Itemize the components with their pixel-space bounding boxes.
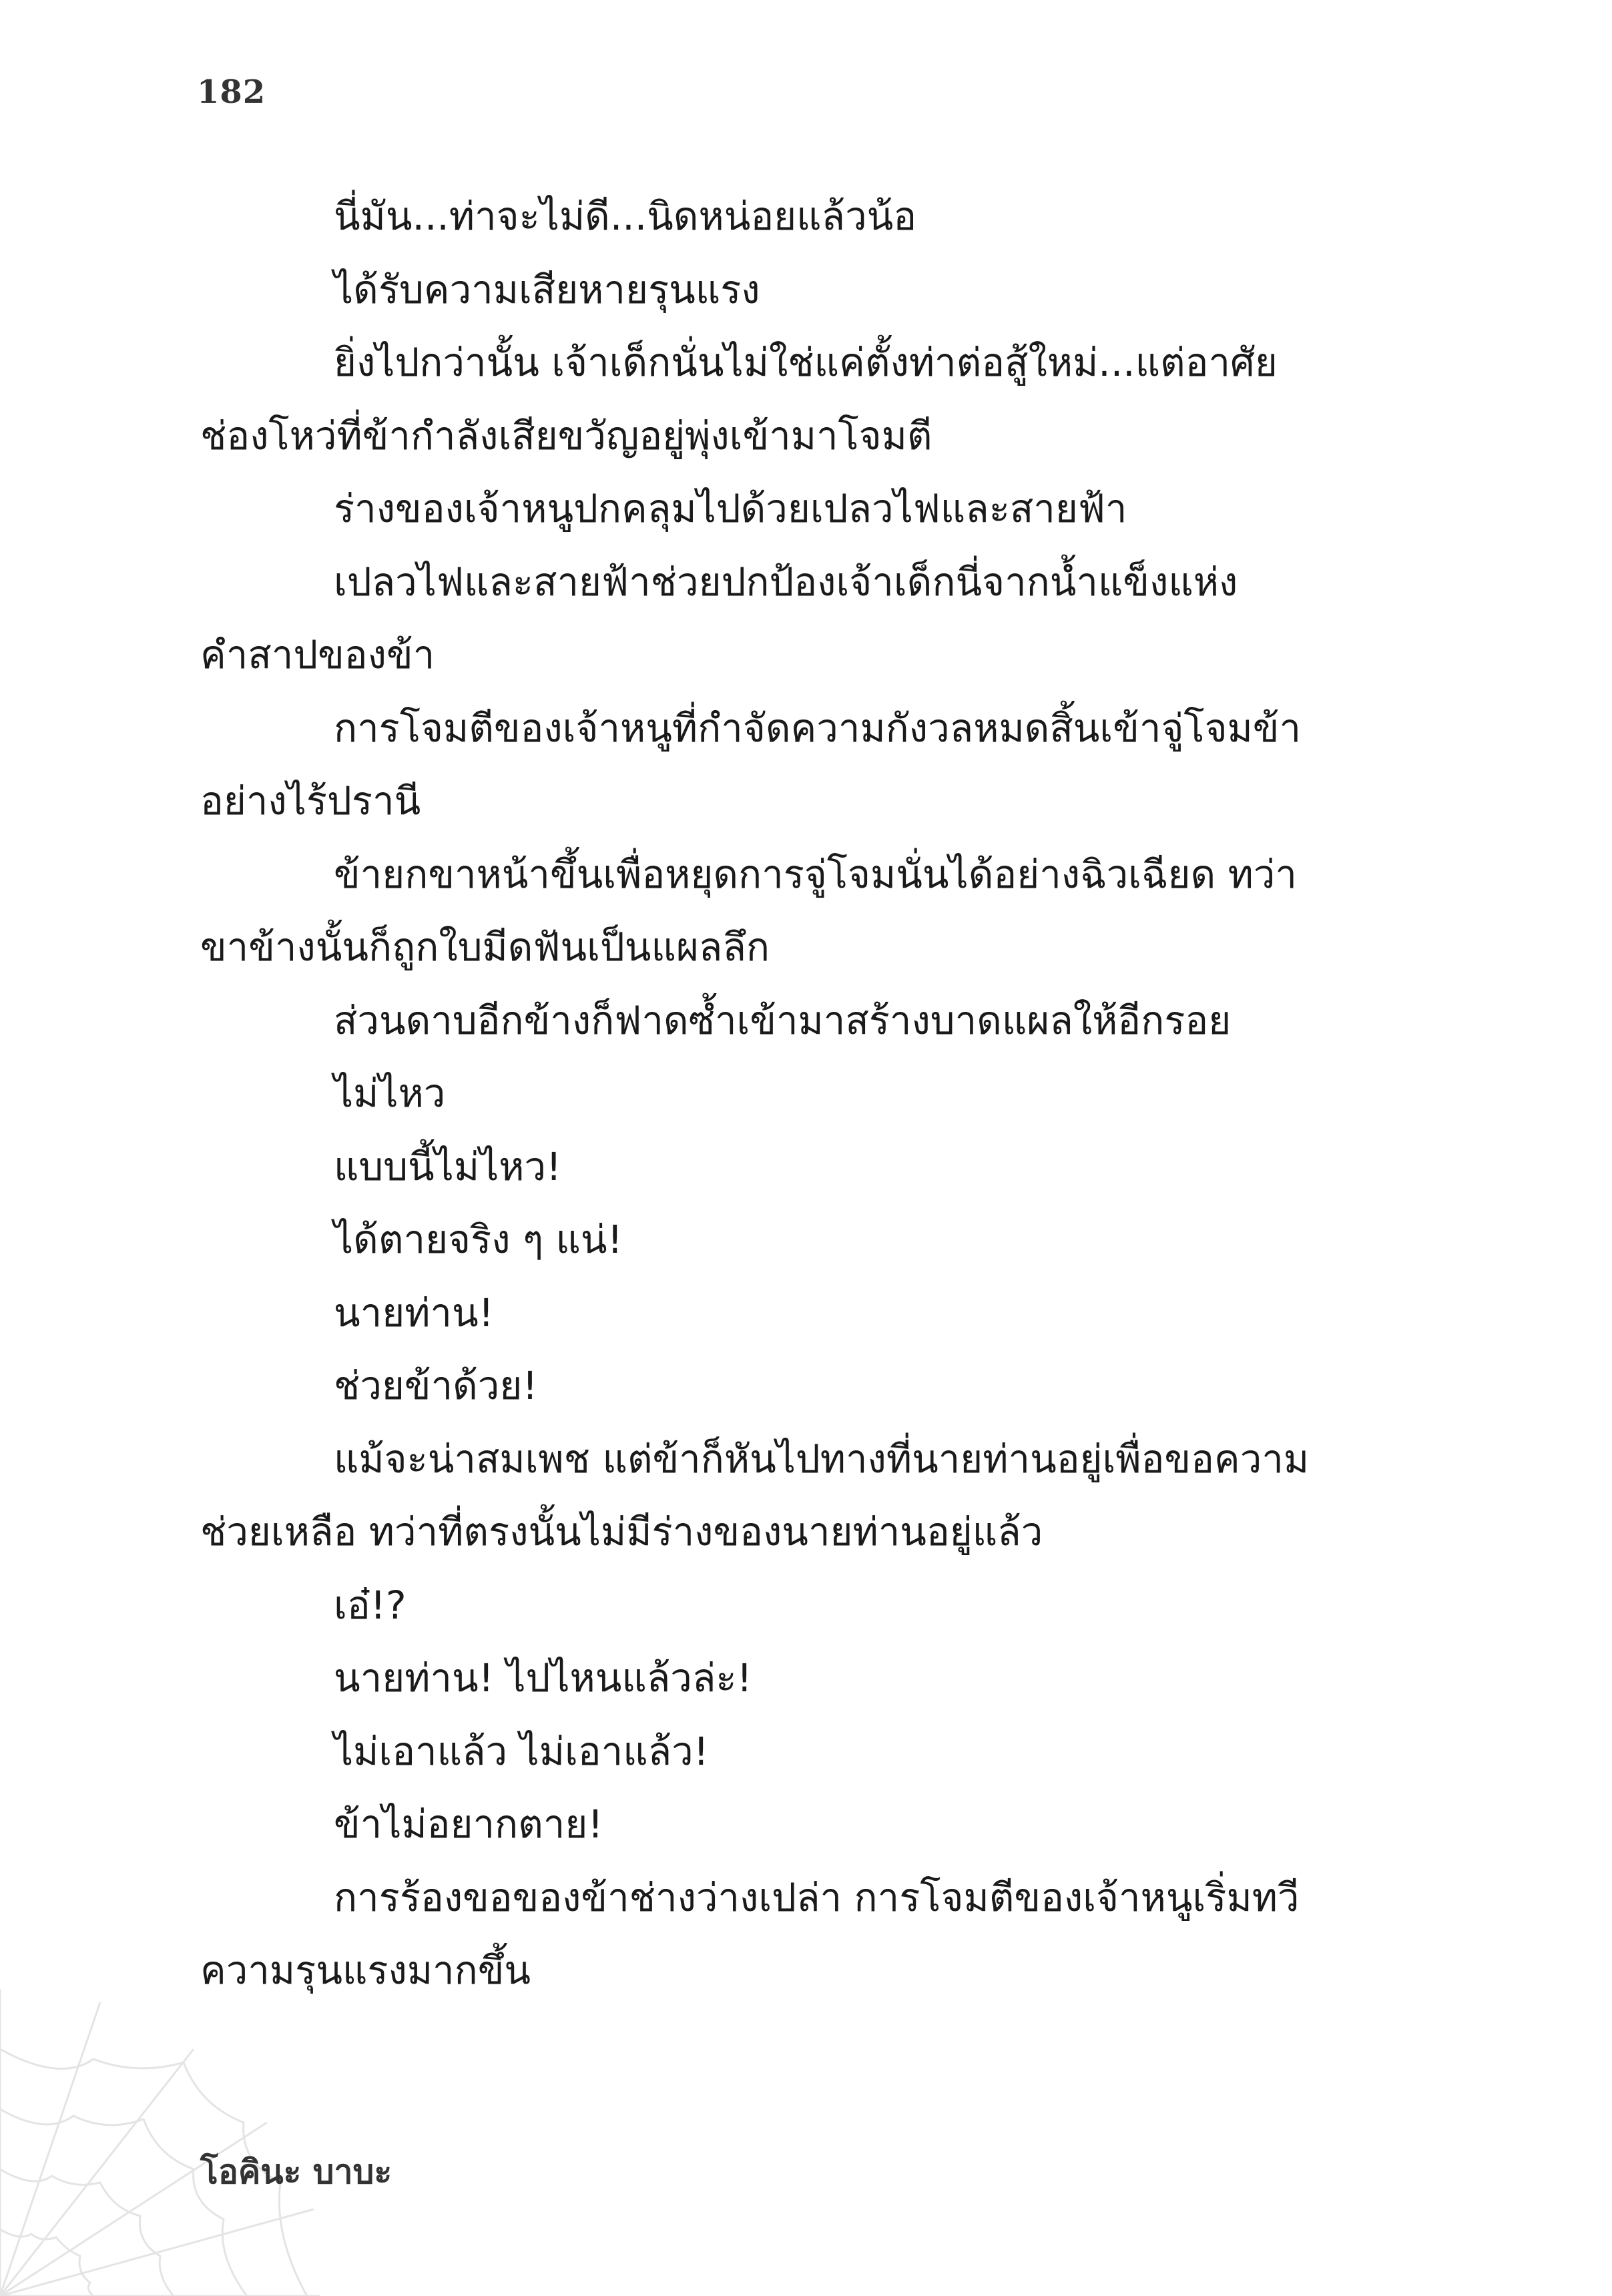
text-line: อย่างไร้ปรานี bbox=[200, 778, 421, 824]
text-line: การร้องขอของข้าช่างว่างเปล่า การโจมตีของเจ้าหนูเริ่มทวี bbox=[334, 1874, 1300, 1920]
text-line: เปลวไฟและสายฟ้าช่วยปกป้องเจ้าเด็กนี่จากน้ำแข็งแห่ง bbox=[334, 559, 1238, 605]
text-line: ยิ่งไปกว่านั้น เจ้าเด็กนั่นไม่ใช่แค่ตั้งท่าต่อสู้ใหม่...แต่อาศัย bbox=[334, 340, 1278, 385]
text-line: ไม่ไหว bbox=[334, 1071, 446, 1116]
text-line: นี่มัน...ท่าจะไม่ดี...นิดหน่อยแล้วน้อ bbox=[334, 194, 917, 239]
text-line: ช่วยข้าด้วย! bbox=[334, 1363, 538, 1408]
text-line: นายท่าน! bbox=[334, 1289, 494, 1336]
text-line: ข้าไม่อยากตาย! bbox=[334, 1801, 603, 1847]
text-line: แม้จะน่าสมเพช แต่ข้าก็หันไปทางที่นายท่านอยู่เพื่อขอความ bbox=[334, 1436, 1310, 1482]
text-line: ได้รับความเสียหายรุนแรง bbox=[334, 266, 760, 312]
page-number: 182 bbox=[197, 73, 266, 111]
text-line: ไม่เอาแล้ว ไม่เอาแล้ว! bbox=[334, 1728, 709, 1774]
body-text bbox=[200, 180, 1408, 2008]
text-line: ความรุนแรงมากขึ้น bbox=[200, 1948, 531, 1993]
text-line: ร่างของเจ้าหนูปกคลุมไปด้วยเปลวไฟและสายฟ้า bbox=[334, 486, 1127, 531]
text-line: คำสาปของข้า bbox=[200, 632, 435, 677]
text-line: เอ๋!? bbox=[334, 1582, 407, 1628]
author-name: โอคินะ บาบะ bbox=[200, 2152, 392, 2191]
text-line: ได้ตายจริง ๆ แน่! bbox=[334, 1217, 623, 1262]
text-line: ขาข้างนั้นก็ถูกใบมีดฟันเป็นแผลลึก bbox=[200, 924, 770, 970]
text-line: ส่วนดาบอีกข้างก็ฟาดซ้ำเข้ามาสร้างบาดแผลให้อีกรอย bbox=[334, 997, 1232, 1043]
text-line: ข้ายกขาหน้าขึ้นเพื่อหยุดการจู่โจมนั่นได้อย่างฉิวเฉียด ทว่า bbox=[334, 851, 1297, 897]
text-line: ช่วยเหลือ ทว่าที่ตรงนั้นไม่มีร่างของนายท่านอยู่แล้ว bbox=[200, 1509, 1043, 1554]
text-line: การโจมตีของเจ้าหนูที่กำจัดความกังวลหมดสิ้นเข้าจู่โจมข้า bbox=[334, 705, 1302, 751]
text-line: ช่องโหว่ที่ข้ากำลังเสียขวัญอยู่พุ่งเข้ามาโจมตี bbox=[200, 412, 932, 459]
spider-web-icon bbox=[0, 1989, 320, 2296]
text-line: นายท่าน! ไปไหนแล้วล่ะ! bbox=[334, 1655, 752, 1701]
text-line: แบบนี้ไม่ไหว! bbox=[334, 1143, 562, 1189]
